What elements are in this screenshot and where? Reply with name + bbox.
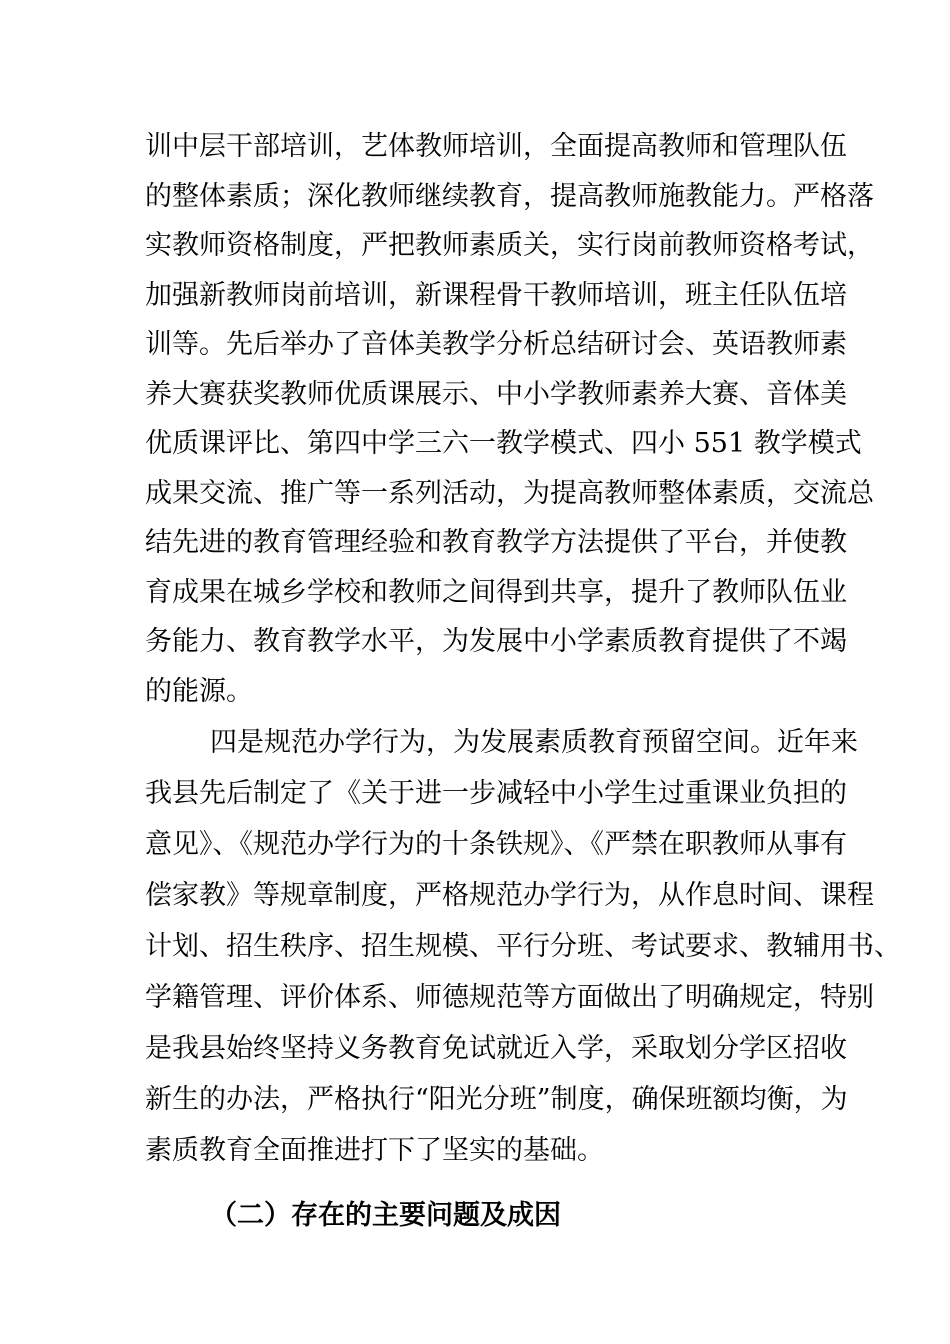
body-text-line: 素质教育全面推进打下了坚实的基础。 [145, 1135, 604, 1166]
section-heading: （二）存在的主要问题及成因 [210, 1200, 561, 1231]
paragraph-first-line: 四是规范办学行为，为发展素质教育预留空间。近年来 [210, 727, 858, 758]
body-text-line: 成果交流、推广等一系列活动，为提高教师整体素质，交流总 [145, 477, 874, 509]
body-text-line: 养大赛获奖教师优质课展示、中小学教师素养大赛、音体美 [145, 378, 847, 410]
body-text-line: 的能源。 [145, 675, 253, 707]
body-text-line: 育成果在城乡学校和教师之间得到共享，提升了教师队伍业 [145, 576, 847, 608]
body-text-line: 训中层干部培训，艺体教师培训，全面提高教师和管理队伍 [145, 131, 847, 162]
body-text-line: 偿家教》等规章制度，严格规范办学行为，从作息时间、课程 [145, 880, 874, 911]
body-text-line: 意见》、《规范办学行为的十条铁规》、《严禁在职教师从事有 [145, 829, 847, 860]
body-text-line: 实教师资格制度，严把教师素质关，实行岗前教师资格考试， [145, 230, 874, 261]
body-text-line: 新生的办法，严格执行“阳光分班”制度，确保班额均衡，为 [145, 1084, 848, 1115]
body-text-line: 是我县始终坚持义务教育免试就近入学，采取划分学区招收 [145, 1033, 847, 1064]
body-text-line: 结先进的教育管理经验和教育教学方法提供了平台，并使教 [145, 527, 847, 558]
body-text-line: 我县先后制定了《关于进一步减轻中小学生过重课业负担的 [145, 778, 847, 809]
body-text-line: 的整体素质；深化教师继续教育，提高教师施教能力。严格落 [145, 180, 874, 212]
body-text-line: 务能力、教育教学水平，为发展中小学素质教育提供了不竭 [145, 626, 847, 657]
body-text-line: 优质课评比、第四中学三六一教学模式、四小 551 教学模式 [145, 428, 862, 459]
body-text-line: 学籍管理、评价体系、师德规范等方面做出了明确规定，特别 [145, 982, 874, 1013]
body-text-line: 加强新教师岗前培训，新课程骨干教师培训，班主任队伍培 [145, 279, 847, 311]
body-text-line: 计划、招生秩序、招生规模、平行分班、考试要求、教辅用书、 [145, 931, 901, 962]
body-text-line: 训等。先后举办了音体美教学分析总结研讨会、英语教师素 [145, 329, 847, 360]
